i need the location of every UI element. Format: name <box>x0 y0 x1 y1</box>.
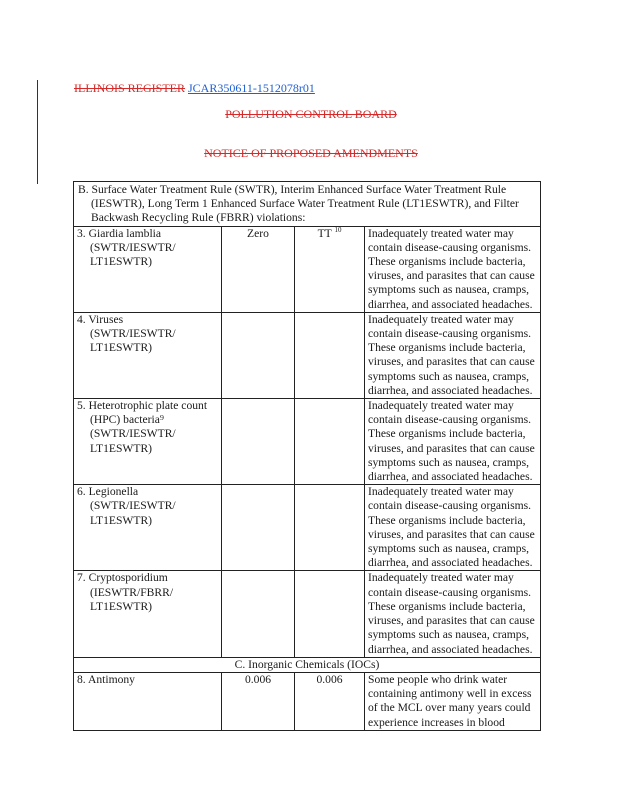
section-c-heading: C. Inorganic Chemicals (IOCs) <box>74 657 541 672</box>
health-effects-cell: Inadequately treated water may contain disease-causing organisms. These organisms include bacteria, viruses, and parasites that can cause symptoms such as nausea, cramps, diarrhea, and associated headaches. <box>365 571 541 657</box>
register-inserted-text: JCAR350611-1512078r01 <box>188 81 315 95</box>
table-row <box>74 312 541 398</box>
section-b-row <box>74 182 541 227</box>
mclg-cell: Zero <box>222 226 295 312</box>
mcl-cell <box>295 571 365 657</box>
mclg-cell <box>222 312 295 398</box>
mclg-cell: 0.006 <box>222 672 295 730</box>
contaminant-rule: (SWTR/IESWTR/ LT1ESWTR) <box>90 327 176 355</box>
table-row <box>74 399 541 485</box>
contaminant-table <box>73 181 541 731</box>
board-header <box>0 107 622 121</box>
contaminant-name: 5. Heterotrophic plate count <box>77 399 208 413</box>
mclg-cell <box>222 571 295 657</box>
contaminant-name: 6. Legionella <box>77 485 139 499</box>
contaminant-rule: (SWTR/IESWTR/ LT1ESWTR) <box>90 499 176 527</box>
contaminant-name: 3. Giardia lamblia <box>77 226 162 240</box>
contaminant-cell <box>74 312 222 398</box>
board-title: POLLUTION CONTROL BOARD <box>225 107 397 121</box>
contaminant-cell <box>74 399 222 485</box>
contaminant-rule: (SWTR/IESWTR/ LT1ESWTR) <box>90 240 176 269</box>
health-effects-cell: Inadequately treated water may contain disease-causing organisms. These organisms include bacteria, viruses, and parasites that can cause symptoms such as nausea, cramps, diarrhea, and associated headaches. <box>365 399 541 485</box>
mcl-cell <box>295 399 365 485</box>
register-struck-text: ILLINOIS REGISTER <box>74 81 185 95</box>
contaminant-cell <box>74 226 222 312</box>
contaminant-name: 7. Cryptosporidium <box>77 571 168 585</box>
contaminant-cell <box>74 571 222 657</box>
table-row <box>74 571 541 657</box>
table-row <box>74 485 541 571</box>
mclg-cell <box>222 399 295 485</box>
revision-bar <box>37 80 38 184</box>
health-effects-cell: Inadequately treated water may contain disease-causing organisms. These organisms include bacteria, viruses, and parasites that can cause symptoms such as nausea, cramps, diarrhea, and associated headaches. <box>365 226 541 312</box>
mcl-cell <box>295 485 365 571</box>
contaminant-rule: (IESWTR/FBRR/ LT1ESWTR) <box>90 585 174 613</box>
mcl-value: TT <box>317 226 332 240</box>
contaminant-cell <box>74 485 222 571</box>
contaminant-name: 4. Viruses <box>77 312 124 326</box>
mclg-cell <box>222 485 295 571</box>
health-effects-cell: Inadequately treated water may contain disease-causing organisms. These organisms include bacteria, viruses, and parasites that can cause symptoms such as nausea, cramps, diarrhea, and associated headaches. <box>365 312 541 398</box>
mcl-cell <box>295 226 365 312</box>
notice-title: NOTICE OF PROPOSED AMENDMENTS <box>204 146 418 160</box>
section-c-row <box>74 657 541 672</box>
table-row <box>74 672 541 730</box>
table-row <box>74 226 541 312</box>
mcl-cell: 0.006 <box>295 672 365 730</box>
mcl-footnote: 10 <box>334 226 342 234</box>
notice-header <box>0 146 622 160</box>
health-effects-cell: Inadequately treated water may contain disease-causing organisms. These organisms include bacteria, viruses, and parasites that can cause symptoms such as nausea, cramps, diarrhea, and associated headaches. <box>365 485 541 571</box>
contaminant-name: 8. Antimony <box>74 672 222 730</box>
section-b-heading: B. Surface Water Treatment Rule (SWTR), Interim Enhanced Surface Water Treatment Rule (IESWTR), Long Term 1 Enhanced Surface Water Treatment Rule (LT1ESWTR), and Filter Backwash Recycling Rule (FBRR) violations: <box>74 182 541 227</box>
contaminant-rule: (HPC) bacteria⁹ (SWTR/IESWTR/ LT1ESWTR) <box>90 413 176 455</box>
mcl-cell <box>295 312 365 398</box>
health-effects-cell: Some people who drink water containing antimony well in excess of the MCL over many years could experience increases in blood <box>365 672 541 730</box>
register-header <box>74 81 315 95</box>
